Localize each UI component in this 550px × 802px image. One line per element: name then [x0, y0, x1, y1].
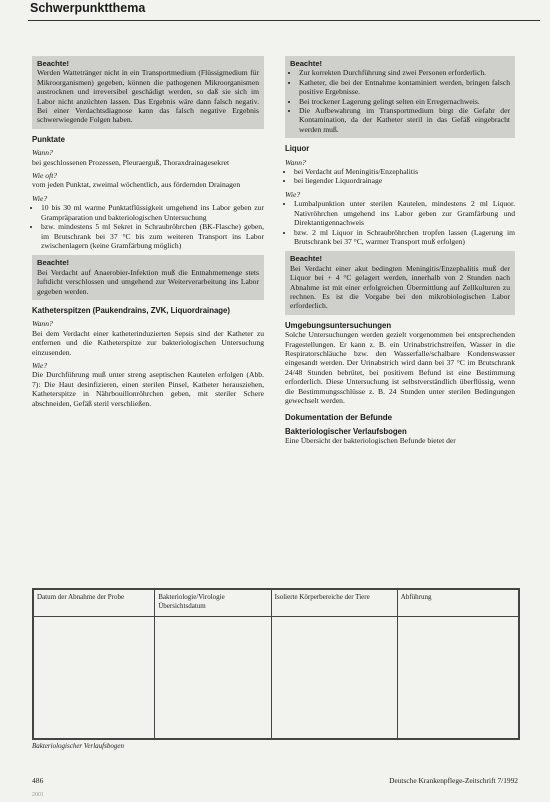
left-column [32, 56, 264, 408]
question-label: Wann? [32, 319, 53, 329]
section-title: Schwerpunktthema [30, 1, 146, 15]
header-rule [28, 20, 540, 21]
note-title: Beachte! [37, 59, 70, 68]
note-title: Beachte! [37, 258, 70, 268]
note-text: Bei Verdacht einer akut bedingten Meningitis/Enzephalitis muß der Liquor bei + 4 °C gelagert werden, innerhalb von 2 Stunden nach Abnahme ist mit einer erfolgreichen Übermittlung auf Zellkulturen zu rechnen. Es ist die Vorgabe bei den mikrobiologischen Labor erforderlich. [290, 263, 510, 311]
note-box [32, 56, 264, 129]
journal-reference: Deutsche Krankenpflege-Zeitschrift 7/1992 [389, 776, 518, 785]
table-header-cell: Datum der Abnahme der Probe [34, 590, 155, 617]
list-item: • 10 bis 30 ml warme Punktatflüssigkeit umgehend ins Labor geben zur Grampräparation und bakteriologischen Untersuchung [41, 203, 264, 222]
bullet-list [32, 203, 264, 250]
question-label: Wie oft? [32, 171, 58, 181]
table-cell [271, 617, 397, 739]
question-label: Wie? [32, 193, 48, 203]
note-title: Beachte! [290, 59, 323, 68]
table-cell [397, 617, 518, 739]
table-row [34, 617, 519, 739]
paragraph: Solche Untersuchungen werden gezielt vorgenommen bei entsprechenden Fragestellungen. Er kann z. B. ein Urinabstrichstreifen, Wasser in die Respiratorschläuche bzw. den Wasserfalle/schalbare Kondenswasser eingesandt werden. Der Urinabstrich wird dann bei 37 °C im Brutschrank 24/48 Stunden bebrütet, bei positivem Befund ist eine Bestimmung erforderlich. Diese Untersuchung ist selbstverständlich überflüssig, wenn die Bestimmungsschlüsse z. B. 24 Stunden unter sterilen Bedingungen gewechselt werden. [285, 330, 515, 405]
question-label: Wie? [285, 189, 301, 199]
list-item: • Zur korrekten Durchführung sind zwei Personen erforderlich. [299, 68, 510, 77]
note-box [285, 56, 515, 138]
heading-liquor: Liquor [285, 144, 310, 154]
figure-caption: Bakteriologischer Verlaufsbogen [32, 742, 124, 750]
paragraph: Bei dem Verdacht einer katheterinduzierten Sepsis sind der Katheter zu entfernen und die Katheterspitze zur bakteriologischen Untersuchung einzusenden. [32, 328, 264, 357]
list-item: • bei liegender Liquordrainage [294, 176, 515, 185]
list-item: • Die Aufbewahrung im Transportmedium birgt die Gefahr der Kontamination, da der Katheter steril in das Gefäß eingebracht werden muß. [299, 106, 510, 134]
bullet-list [285, 167, 515, 186]
question-label: Wie? [32, 360, 48, 370]
bullet-list [290, 68, 510, 134]
heading-dokumentation: Dokumentation der Befunde [285, 413, 393, 423]
heading-katheter: Katheterspitzen (Paukendrains, ZVK, Liquordrainage) [32, 305, 230, 315]
page-number: 486 [32, 776, 44, 785]
paragraph: vom jeden Punktat, zweimal wöchentlich, aus fördernden Drainagen [32, 180, 241, 190]
paragraph: Die Durchführung muß unter streng aseptischen Kautelen erfolgen (Abb. 7): Die Haut desinfizieren, einen sterilen Pinsel, Katheter herausziehen, Katheterspitze in Nährbouillonröhrchen geben, mit steriler Schere abschneiden, Gefäß steril verschließen. [32, 370, 264, 408]
question-label: Wann? [285, 157, 306, 167]
table-header-cell: Bakteriologie/Virologie Übersichtsdatum [155, 590, 271, 617]
table-cell [34, 617, 155, 739]
bullet-list [285, 199, 515, 246]
right-column [285, 56, 515, 446]
list-item: • Katheter, die bei der Entnahme kontaminiert werden, bringen falsch positive Ergebnisse. [299, 78, 510, 97]
table-cell [155, 617, 271, 739]
list-item: • bzw. 2 ml Liquor in Schraubröhrchen tropfen lassen (Lagerung im Brutschrank bei 37 °C, warmer Transport muß erfolgen) [294, 228, 515, 247]
note-text: Bei Verdacht auf Anaerobier-Infektion muß die Entnahmemenge stets luftdicht verschlossen und umgehend zur Weiterverarbeitung ins Labor gegeben werden. [37, 267, 259, 296]
corner-mark: 2001 [32, 792, 44, 798]
note-box [32, 255, 264, 300]
list-item: • Bei trockener Lagerung gelingt selten ein Erregernachweis. [299, 97, 510, 106]
table-header-row [34, 590, 519, 617]
note-text: Werden Wattetränger nicht in ein Transportmedium (Flüssigmedium für Mikroorganismen) gegeben, können die pathogenen Mikroorganismen austrocknen und irreversibel geschädigt werden, so daß sie sich im Labor nicht anzüchten lassen. Das Ergebnis wäre dann falsch negativ. Bei einer Verdachtsdiagnose kann das falsch negative Ergebnis schwerwiegende Folgen haben. [37, 68, 259, 125]
heading-punktate: Punktate [32, 134, 65, 144]
paragraph: Eine Übersicht der bakteriologischen Befunde bietet der [285, 436, 456, 446]
table-header-cell: Abführung [397, 590, 518, 617]
list-item: • bzw. mindestens 5 ml Sekret in Schraubröhrchen (BK-Flasche) geben, im Brutschrank bei 37 °C bis zum weiteren Transport ins Labor zwischenlagern (keine Gramfärbung möglich) [41, 222, 264, 250]
question-label: Wann? [32, 148, 53, 158]
note-title: Beachte! [290, 254, 323, 264]
subheading-verlaufsbogen: Bakteriologischer Verlaufsbogen [285, 426, 407, 436]
note-box [285, 251, 515, 314]
list-item: • bei Verdacht auf Meningitis/Enzephalitis [294, 167, 515, 176]
form-table [33, 589, 519, 739]
table-header-cell: Isolierte Körperbereiche der Tiere [271, 590, 397, 617]
list-item: • Lumbalpunktion unter sterilen Kautelen, mindestens 2 ml Liquor. Nativröhrchen umgehend ins Labor geben zur Gramfärbung und Direktantigennachweis [294, 199, 515, 227]
paragraph: bei geschlossenen Prozessen, Pleuraerguß, Thoraxdrainagesekret [32, 157, 230, 167]
verlaufsbogen-form [32, 588, 520, 740]
heading-umgebung: Umgebungsuntersuchungen [285, 320, 392, 330]
